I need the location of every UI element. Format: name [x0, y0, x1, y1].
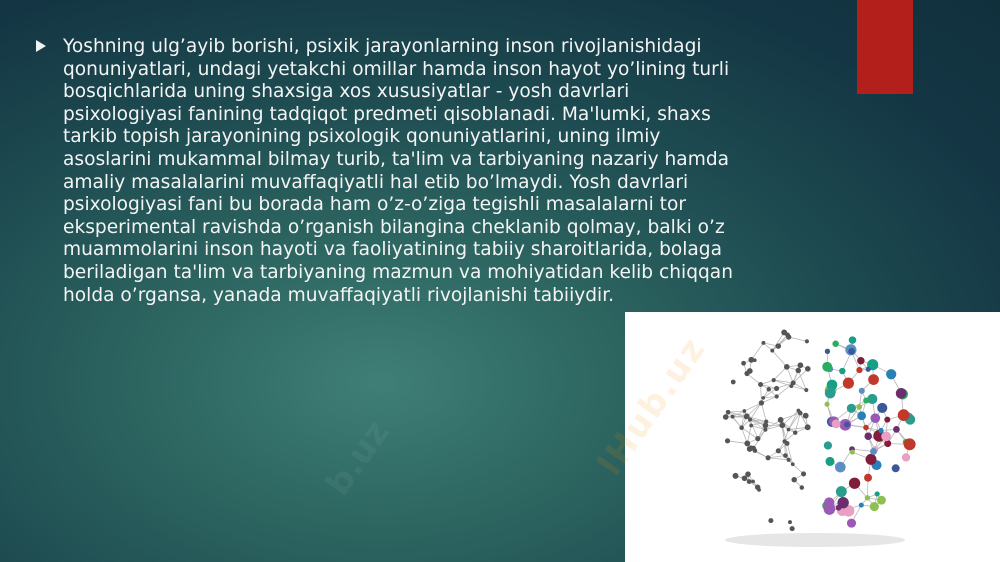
brain-node	[868, 374, 879, 385]
brain-node	[747, 446, 753, 452]
brain-node	[892, 464, 900, 472]
brain-node	[759, 400, 764, 405]
brain-node	[843, 378, 854, 389]
brain-node	[870, 413, 880, 423]
brain-node	[870, 502, 879, 511]
brain-node	[725, 438, 730, 443]
brain-node	[832, 419, 841, 428]
brain-node	[787, 428, 791, 432]
brain-node	[731, 380, 736, 385]
brain-node	[870, 448, 877, 455]
brain-node	[772, 378, 776, 382]
brain-node	[902, 453, 910, 461]
brain-node	[805, 366, 811, 372]
brain-node	[881, 431, 891, 441]
brain-node	[758, 382, 763, 387]
brain-node	[824, 441, 832, 449]
brain-node	[847, 404, 856, 413]
brain-node	[836, 486, 847, 497]
brain-node	[886, 369, 896, 379]
brain-node	[779, 422, 785, 428]
brain-node	[791, 477, 796, 482]
brain-node	[849, 336, 857, 344]
brain-node	[731, 415, 735, 419]
brain-node	[864, 474, 872, 482]
brain-node	[767, 387, 771, 391]
brain-node	[836, 505, 842, 511]
brain-node	[832, 340, 839, 347]
brain-node	[733, 473, 739, 479]
brain-node	[824, 503, 836, 515]
brain-node	[805, 424, 811, 430]
brain-node	[761, 341, 765, 345]
brain-node	[761, 396, 765, 400]
brain-node	[884, 417, 890, 423]
brain-node	[770, 349, 774, 353]
brain-node	[893, 426, 900, 433]
brain-node	[751, 480, 755, 484]
brain-node	[793, 430, 797, 434]
brain-node	[824, 402, 829, 407]
brain-node	[898, 409, 910, 421]
brain-node	[856, 367, 862, 373]
brain-node	[865, 495, 870, 500]
brain-node	[787, 458, 791, 462]
body-paragraph: Yoshning ulg’ayib borishi, psixik jarayonlarning inson rivojlanishidagi qonuniyatlari, undagi yetakchi omillar hamda inson hayot yo’lining turli bosqichlarida uning shaxsiga xos xususiyatlar - yosh davrlari psixologiyasi fanining tadqiqot predmeti qisoblanadi. Ma'lumki, shaxs tarkib topish jarayonining psixologik qonuniyatlarini, uning ilmiy asoslarini mukammal bilmay turib, ta'lim va tarbiyaning nazariy hamda amaliy masalalarini muvaffaqiyatli hal etib bo’lmaydi. Yosh davrlari psixologiyasi fani bu borada ham o’z-o’ziga tegishli masalalarni tor eksperimental ravishda o’rganish bilangina cheklanib qolmay, balki o’z muammolarini inson hayoti va faoliyatining tabiiy sharoitlarida, bolaga beriladigan ta'lim va tarbiyaning mazmun va mohiyatidan kelib chiqqan holda o’rgansa, yanada muvaffaqiyatli rivojlanishi tabiiydir.	[63, 36, 733, 306]
brain-node	[778, 417, 784, 423]
brain-node	[783, 453, 788, 458]
brain-node	[850, 450, 855, 455]
brain-node	[763, 428, 767, 432]
brain-node	[825, 457, 834, 466]
brain-node	[798, 411, 803, 416]
brain-node	[804, 388, 808, 392]
brain-node	[863, 397, 869, 403]
brain-node	[864, 432, 872, 440]
brain-node	[798, 362, 804, 368]
brain-node	[825, 349, 830, 354]
brain-node	[866, 367, 871, 372]
brain-node	[763, 423, 769, 429]
brain-node	[753, 358, 757, 362]
brain-node	[803, 413, 809, 419]
brain-node	[774, 386, 779, 391]
brain-node	[825, 388, 836, 399]
brain-node	[789, 384, 793, 388]
bullet-triangle-icon	[36, 40, 46, 52]
brain-node	[755, 485, 760, 490]
brain-node	[786, 334, 791, 339]
brain-node	[747, 479, 752, 484]
brain-node	[726, 410, 731, 415]
brain-node	[877, 496, 886, 505]
brain-node	[859, 388, 865, 394]
brain-node	[784, 364, 790, 370]
brain-node	[748, 418, 752, 422]
brain-node	[857, 357, 864, 364]
brain-node	[844, 422, 850, 428]
brain-node	[741, 361, 746, 366]
brain-node	[848, 348, 855, 355]
brain-node	[755, 436, 760, 441]
brain-node	[788, 520, 792, 524]
brain-node	[875, 491, 880, 496]
brain-node	[781, 330, 787, 336]
brain-node	[742, 475, 748, 481]
brain-node	[739, 425, 744, 430]
brain-node	[747, 368, 753, 374]
brain-node	[801, 471, 806, 476]
brain-node	[790, 526, 795, 531]
brain-node	[766, 455, 771, 460]
brain-node	[776, 343, 782, 349]
brain-node	[859, 503, 864, 508]
brain-node	[775, 394, 779, 398]
brain-node	[857, 411, 866, 420]
brain-node	[768, 518, 773, 523]
brain-node	[796, 368, 801, 373]
brain-node	[776, 448, 781, 453]
brain-node	[839, 368, 845, 374]
brain-node	[878, 428, 883, 433]
brain-node	[856, 404, 862, 410]
brain-node	[835, 462, 846, 473]
watermark: lHub.uz	[590, 329, 715, 483]
brain-node	[847, 519, 856, 528]
brain-node	[863, 425, 869, 431]
brain-node	[904, 438, 916, 450]
brain-node	[743, 409, 747, 413]
brain-node	[877, 403, 887, 413]
brain-node	[822, 362, 832, 372]
brain-node	[849, 478, 860, 489]
brain-node	[749, 424, 753, 428]
brain-node	[805, 339, 809, 343]
watermark-secondary: b.uz	[318, 413, 398, 503]
brain-node	[744, 441, 750, 447]
brain-node	[896, 388, 907, 399]
brain-node	[866, 454, 877, 465]
brain-node	[791, 462, 795, 466]
brain-node	[723, 414, 729, 420]
brain-node	[800, 485, 805, 490]
accent-bar	[857, 0, 913, 94]
brain-node	[782, 439, 786, 443]
